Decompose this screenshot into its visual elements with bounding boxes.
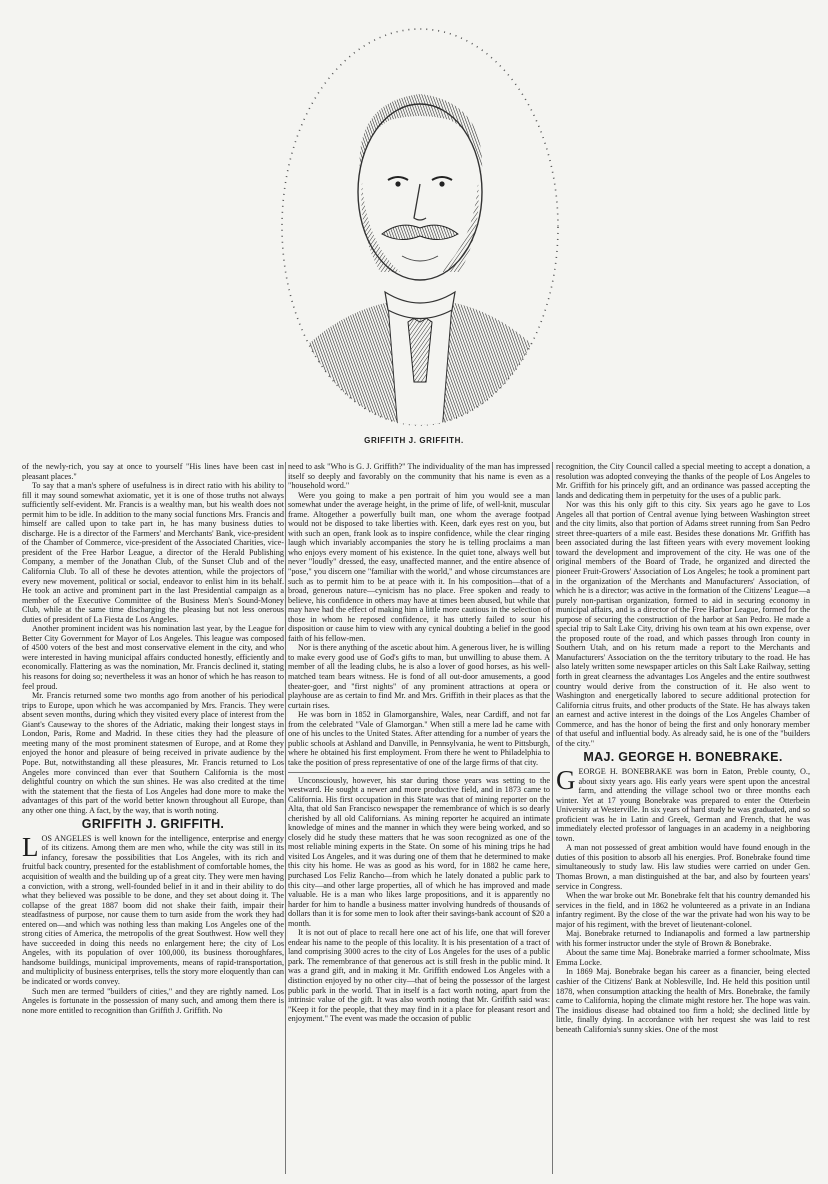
paragraph: Unconsciously, however, his star during those years was setting to the westward. He sought a newer and more productive field, and in 1873 came to California. His first occupation in this State was that of mining reporter on the Alta, that old San Francisco newspaper the remembrance of which is so dearly cherished by all old Californians. As mining reporter he acquired an intimate knowledge of mines and the manner in which they were being worked, and so closely did he study these matters that he was soon recognized as one of the most reliable mining experts in the State. On some of his mining trips he had visited Los Angeles, and it was during one of them that he determined to make this city his home. He was as good as his word, for in 1882 he came here, purchased Los Feliz Rancho—from which he lately donated a public park to this city—and other large properties, all of which he has improved and made valuable. He is a man who likes large propositions, and it is apparently no harder for him to handle a business matter involving hundreds of thousands of dollars than it is for some men to look after their savings-bank account of $20 a month. [288, 775, 550, 928]
paragraph: To say that a man's sphere of usefulness is in direct ratio with his ability to fill it may sound somewhat axiomatic, yet it is one of those truths not always sufficiently self-evident. Mr. Francis is a wealthy man, but his wealth does not permit him to be idle. In addition to the many social functions Mrs. Francis and himself are called upon to take part in, he has many business duties to discharge. He is a director of the Farmers' and Merchants' Bank, vice-president of the Chamber of Commerce, vice-president of the Associated Charities, vice-president of the Free Harbor League, a director of the Herald Publishing Company, a member of the Jonathan Club, of the Sunset Club and of the California Club. To all of these he devotes attention, while the projectors of every new movement, political or social, endeavor to enlist him in its behalf. He took an active and prominent part in the last Presidential campaign as a member of the Executive Committee of the Business Men's Sound-Money Club, while at the same time discharging the pleasing but not less onerous duties of president of La Fiesta de Los Angeles. [22, 481, 284, 624]
paragraph: Nor was this his only gift to this city. Six years ago he gave to Los Angeles all that portion of Central avenue lying between Washington street and the city limits, also that portion of Adams street running from San Pedro street three-quarters of a mile east. Besides these donations Mr. Griffith has been associated during the last fifteen years with every movement looking toward the development and improvement of the city. He was one of the original members of the Board of Trade, he organized and directed the pioneer Fruit-Growers' Association of Los Angeles; he took a prominent part in the organization of the Merchants and Manufacturers' Association, of which he is a director; was active in the formation of the Citizens' League—a purely non-partisan organization, formed to aid in securing economy in municipal affairs, and is a director of the Free Harbor League, formed for the purpose of securing the construction of the harbor at San Pedro. He made a special trip to Salt Lake City, driving his own team at his own expense, over the proposed route of the road, and which passes through Iron county in Southern Utah, and on his return made a report to the Merchants and Manufacturers' Association on the the territory tributary to the road. He has also lately written some newspaper articles on this Salt Lake Railway, setting forth in great clearness the advantages Los Angeles and the entire southwest country would derive from the construction of it. He also went to Washington and energetically labored to secure additional protection for California citrus fruits, and other products of the State. He has always taken an earnest and active interest in the doings of the Los Angeles Chamber of Commerce, and has the honor of being the first and only honorary member of that useful and influential body. As already said, he is one of the "builders of the city." [556, 500, 810, 748]
portrait-engraving [270, 22, 570, 432]
drop-cap: L [22, 831, 39, 862]
paragraph: Maj. Bonebrake returned to Indianapolis and formed a law partnership with his former instructor under the style of Brown & Bonebrake. [556, 929, 810, 948]
paragraph: need to ask "Who is G. J. Griffith?" The individuality of the man has impressed itself so deeply and favorably on the community that his name is even as a "household word." [288, 462, 550, 491]
paragraph [556, 764, 810, 843]
paragraph: Were you going to make a pen portrait of him you would see a man somewhat under the average height, in the prime of life, of well-knit, muscular frame. Altogether a powerfully built man, one whom the average footpad would not be disposed to take liberties with. Keen, dark eyes rest on you, but with such an open, frank look as to inspire confidence, while the clear ringing laugh which invariably accompanies the story he is telling proclaims a man who enjoys every moment of his existence. In the quiet tone, always well but never "loudly" dressed, the easy, unaffected manner, and the entire absence of "pose," you discern one "familiar with the world," and whose circumstances are such as to permit him to be at peace with it. In his composition—that of a broad, generous nature—cynicism has no place. Free spoken and ready to believe, his confidence in others may have at times been abused, but while that may have had the effect of making him a little more cautious in the selection of those in whom he reposed confidence, it has utterly failed to sour his disposition or cause him to view with any cynical doubting a belief in the good faith of his fellow-men. [288, 490, 550, 643]
article-column-1 [22, 462, 284, 1176]
article-column-3 [556, 462, 810, 1176]
paragraph: recognition, the City Council called a special meeting to accept a donation, a resolution was adopted conveying the thanks of the people of Los Angeles to Mr. Griffith for his princely gift, and an ordinance was passed accepting the lands and dedicating them in perpetuity for the uses of a public park. [556, 462, 810, 500]
paragraph: Such men are termed "builders of cities," and they are rightly named. Los Angeles is fortunate in the possession of many such, and among them there is none more entitled to recognition than Griffith J. Griffith. No [22, 986, 284, 1015]
paragraph: It is not out of place to recall here one act of his life, one that will forever endear his name to the people of this locality. It is his presentation of a tract of land comprising 3000 acres to the city of Los Angeles for the uses of a public park. The remembrance of that generous act is still fresh in the public mind. It was a grand gift, and in making it Mr. Griffith endowed Los Angeles with a distinction enjoyed by no other city—that of being the possessor of the largest public park in the world. That in itself is a fact worth noting, apart from the intrinsic value of the gift. It was also worth noting that Mr. Griffith said was: "Keep it for the people, that they may find in it a place for pleasant resort and enjoyment." The event was made the occasion of public [288, 928, 550, 1024]
paragraph: When the war broke out Mr. Bonebrake felt that his country demanded his services in the field, and in 1862 he volunteered as a private in an Indiana infantry regiment. By the close of the war the private had won his way to be major of his regiment, with the brevet of lieutenant-colonel. [556, 891, 810, 929]
inset-block [288, 772, 550, 1024]
drop-cap: G [556, 764, 576, 795]
paragraph: In 1869 Maj. Bonebrake began his career as a financier, being elected cashier of the Citizens' Bank at Noblesville, Ind. He held this position until 1878, when consumption attacking the health of Mrs. Bonebrake, the family came to California, hoping the climate might restore her. The hope was vain. The insidious disease had obtained too firm a hold; she declined little by little, finally dying. In accordance with her request she was laid to rest beneath California's sunny skies. One of the most [556, 967, 810, 1034]
paragraph: Mr. Francis returned some two months ago from another of his periodical trips to Europe, upon which he was accompanied by Mrs. Francis. They were absent seven months, during which they visited every place of interest from the Giant's Causeway to the shores of the Adriatic, making their longest stays in London, Paris, Rome and Madrid. In these cities they had the pleasure of meeting many of the most prominent statesmen of Europe, and at Rome they enjoyed the honor and pleasure of being received in private audience by the Pope. But, notwithstanding all these pleasures, Mr. Francis returned to Los Angeles more convinced than ever that Southern California is the most delightful country on which the sun shines. He was also credited at the time with the statement that the fiesta of Los Angeles had done more to make the advantages of this part of the world better known throughout all Europe, than any other one thing. A fact, by the way, that is worth noting. [22, 691, 284, 815]
paragraph-text: OS ANGELES is well known for the intelligence, enterprise and energy of its citizens. Among them are men who, while the city was still in its infancy, foresaw the possibilities that Los Angeles, with its rich and fruitful back country, presented for the establishment of comfortable homes, the acquisition of wealth and the building up of a great city. They were men having a conviction, with a strong, well-founded belief in it and in their ability to do what they believed was possible to be done, and they set about doing it. The collapse of the great 1887 boom did not shake their faith, impair their steadfastness of purpose, nor cause them to turn aside from the work they had entered on—and which was nothing less than making Los Angeles one of the strong cities of America, the metropolis of the great Southwest. How well they have succeeded in doing this needs no enlargement here; the city of Los Angeles, with its population of over 100,000, its business thoroughfares, handsome buildings, municipal improvements, means of rapid-transportation, and multiplicity of business enterprises, tells the story more eloquently than can be indicated or words convey. [22, 833, 284, 986]
portrait-caption: GRIFFITH J. GRIFFITH. [364, 436, 464, 445]
paragraph: Nor is there anything of the ascetic about him. A generous liver, he is willing to make every good use of God's gifts to man, but unwilling to abuse them. A member of all the leading clubs, he is also a lover of good horses, as his well-matched team bears witness. He is fond of all out-door amusements, a good theater-goer, and "first nights" of any prominent attractions at opera or playhouse are as certain to find Mr. and Mrs. Griffith in their places as that the curtain rises. [288, 643, 550, 710]
column-rule [285, 462, 286, 1174]
paragraph [22, 831, 284, 987]
column-rule [552, 462, 553, 1174]
paragraph-text: EORGE H. BONEBRAKE was born in Eaton, Preble county, O., about sixty years ago. His early years were spent upon the ancestral farm, and attending the village school two or three months each winter. Yet at 17 young Bonebrake was prepared to enter the Otterbein University at Westerville. In six years of hard study he was graduated, and so proficient was he in Latin and Greek, German and French, that he was immediately elected professor of languages in an academy in a neighboring town. [556, 766, 810, 843]
paragraph: About the same time Maj. Bonebrake married a former schoolmate, Miss Emma Locke. [556, 948, 810, 967]
paragraph: of the newly-rich, you say at once to yourself "His lines have been cast in pleasant places." [22, 462, 284, 481]
paragraph: A man not possessed of great ambition would have found enough in the duties of this position to absorb all his energies. Prof. Bonebrake found time simultaneously to study law. His law studies were carried on under Gen. Thomas Brown, a man distinguished at the bar, and also by fourteen years' service in Congress. [556, 843, 810, 891]
article-column-2 [288, 462, 550, 1176]
section-heading: GRIFFITH J. GRIFFITH. [81, 817, 225, 832]
section-heading: MAJ. GEORGE H. BONEBRAKE. [583, 750, 783, 765]
paragraph: He was born in 1852 in Glamorganshire, Wales, near Cardiff, and not far from the celebrated "Vale of Glamorgan." When still a mere lad he came with one of his uncles to the United States. After attending for a number of years the public schools at Ashland and Danville, in Pennsylvania, he went to Pittsburgh, where he obtained his first employment. From there he went to Philadelphia to take the position of press representative of one of the large firms of that city. [288, 710, 550, 767]
paragraph: Another prominent incident was his nomination last year, by the League for Better City Government for Mayor of Los Angeles. This league was composed of 4500 voters of the best and most conservative element in the city, and who were interested in having municipal affairs conducted honestly, efficiently and economically. Flattering as was the nomination, Mr. Francis declined it, stating his reasons for doing so; nevertheless it was an honor of which he has reason to feel proud. [22, 624, 284, 691]
